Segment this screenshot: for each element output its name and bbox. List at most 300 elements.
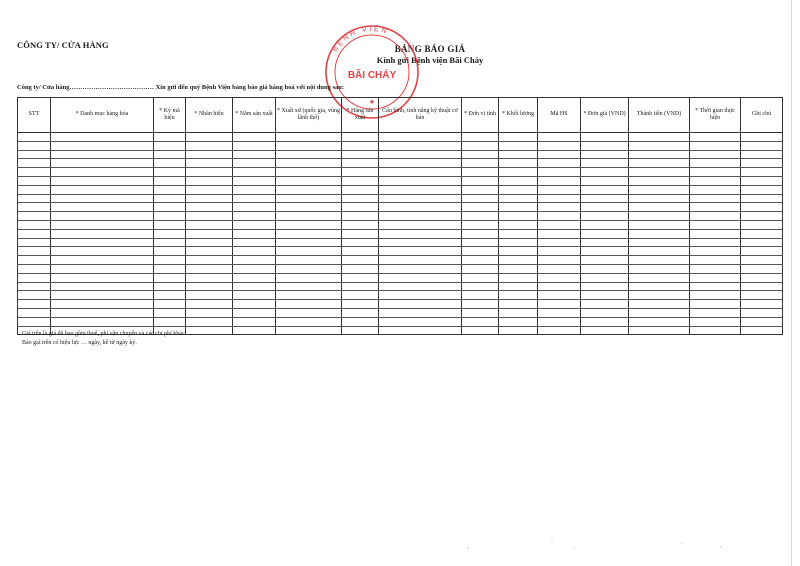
table-cell	[462, 256, 499, 265]
table-cell	[462, 238, 499, 247]
table-cell	[690, 317, 741, 326]
table-cell	[581, 159, 629, 168]
column-header: * Hãng sản xuất	[342, 98, 379, 133]
table-cell	[629, 159, 690, 168]
table-cell	[51, 238, 154, 247]
table-cell	[499, 203, 538, 212]
table-cell	[18, 150, 51, 159]
table-cell	[379, 300, 462, 309]
price-note: Giá trên là giá đã bao gồm thuế, phí vận chuyển và các chi phí khác	[22, 331, 185, 337]
table-cell	[233, 238, 276, 247]
table-cell	[18, 159, 51, 168]
table-cell	[379, 317, 462, 326]
table-cell	[51, 247, 154, 256]
table-row	[18, 194, 783, 203]
table-cell	[741, 168, 783, 177]
table-cell	[379, 238, 462, 247]
column-header: Thành tiền (VND)	[629, 98, 690, 133]
table-cell	[581, 282, 629, 291]
table-cell	[379, 203, 462, 212]
footer-notes	[22, 330, 185, 348]
table-cell	[690, 308, 741, 317]
table-cell	[462, 185, 499, 194]
table-cell	[629, 282, 690, 291]
table-cell	[18, 203, 51, 212]
table-cell	[462, 300, 499, 309]
table-cell	[276, 326, 342, 335]
table-cell	[690, 168, 741, 177]
table-cell	[741, 317, 783, 326]
table-cell	[538, 176, 581, 185]
table-cell	[629, 247, 690, 256]
table-cell	[233, 176, 276, 185]
table-cell	[538, 141, 581, 150]
table-cell	[741, 308, 783, 317]
table-cell	[18, 141, 51, 150]
table-cell	[499, 308, 538, 317]
table-cell	[499, 264, 538, 273]
table-cell	[690, 300, 741, 309]
table-cell	[51, 194, 154, 203]
table-cell	[462, 220, 499, 229]
table-cell	[233, 220, 276, 229]
company-header: CÔNG TY/ CỬA HÀNG	[17, 40, 109, 50]
table-cell	[629, 317, 690, 326]
table-cell	[690, 159, 741, 168]
table-cell	[629, 326, 690, 335]
table-cell	[379, 194, 462, 203]
table-cell	[233, 212, 276, 221]
table-cell	[690, 133, 741, 142]
table-row	[18, 229, 783, 238]
table-cell	[186, 282, 233, 291]
table-cell	[154, 238, 186, 247]
table-cell	[538, 238, 581, 247]
column-header: * Năm sản xuất	[233, 98, 276, 133]
table-cell	[629, 291, 690, 300]
table-cell	[629, 256, 690, 265]
table-cell	[741, 185, 783, 194]
table-cell	[629, 150, 690, 159]
table-cell	[276, 176, 342, 185]
table-cell	[581, 317, 629, 326]
table-cell	[154, 203, 186, 212]
table-cell	[690, 176, 741, 185]
table-cell	[154, 185, 186, 194]
table-cell	[538, 194, 581, 203]
table-row	[18, 159, 783, 168]
table-cell	[581, 291, 629, 300]
table-cell	[186, 256, 233, 265]
table-cell	[538, 212, 581, 221]
table-cell	[18, 194, 51, 203]
table-cell	[379, 141, 462, 150]
table-cell	[538, 220, 581, 229]
table-cell	[342, 220, 379, 229]
table-cell	[276, 150, 342, 159]
table-cell	[233, 282, 276, 291]
column-header: * Đơn giá (VND)	[581, 98, 629, 133]
table-cell	[741, 326, 783, 335]
table-cell	[276, 308, 342, 317]
table-cell	[186, 159, 233, 168]
table-cell	[741, 273, 783, 282]
table-cell	[690, 247, 741, 256]
table-cell	[538, 159, 581, 168]
table-cell	[51, 133, 154, 142]
table-cell	[379, 176, 462, 185]
table-cell	[581, 273, 629, 282]
table-cell	[581, 229, 629, 238]
table-cell	[379, 168, 462, 177]
table-cell	[690, 326, 741, 335]
table-cell	[342, 273, 379, 282]
table-cell	[154, 247, 186, 256]
table-cell	[51, 176, 154, 185]
table-cell	[342, 300, 379, 309]
table-row	[18, 256, 783, 265]
table-cell	[186, 317, 233, 326]
table-cell	[629, 273, 690, 282]
table-cell	[18, 168, 51, 177]
table-cell	[18, 220, 51, 229]
table-row	[18, 300, 783, 309]
table-body	[18, 133, 783, 335]
table-cell	[186, 185, 233, 194]
table-cell	[18, 238, 51, 247]
table-cell	[233, 159, 276, 168]
table-cell	[499, 282, 538, 291]
table-cell	[51, 317, 154, 326]
table-cell	[342, 150, 379, 159]
table-cell	[342, 159, 379, 168]
title-block	[340, 44, 520, 65]
table-cell	[499, 133, 538, 142]
table-cell	[629, 185, 690, 194]
table-cell	[741, 291, 783, 300]
table-cell	[154, 168, 186, 177]
column-header: Ghi chú	[741, 98, 783, 133]
table-cell	[581, 133, 629, 142]
stamp-ring-text: BỆNH VIỆN	[331, 25, 390, 54]
table-cell	[499, 256, 538, 265]
column-header: Cấu hình, tính năng kỹ thuật cơ bản	[379, 98, 462, 133]
table-cell	[233, 185, 276, 194]
table-cell	[538, 282, 581, 291]
table-cell	[51, 264, 154, 273]
table-cell	[581, 300, 629, 309]
table-cell	[690, 212, 741, 221]
table-cell	[342, 185, 379, 194]
column-header: * Danh mục hàng hóa	[51, 98, 154, 133]
table-cell	[18, 317, 51, 326]
table-cell	[581, 220, 629, 229]
table-row	[18, 238, 783, 247]
table-cell	[51, 256, 154, 265]
table-cell	[276, 256, 342, 265]
table-cell	[379, 264, 462, 273]
table-cell	[233, 168, 276, 177]
table-cell	[18, 256, 51, 265]
table-cell	[690, 229, 741, 238]
table-cell	[538, 229, 581, 238]
table-cell	[629, 220, 690, 229]
table-cell	[186, 247, 233, 256]
table-cell	[154, 194, 186, 203]
table-cell	[276, 317, 342, 326]
quotation-table	[17, 97, 783, 335]
table-cell	[342, 141, 379, 150]
table-cell	[629, 212, 690, 221]
table-cell	[233, 141, 276, 150]
table-cell	[379, 247, 462, 256]
table-row	[18, 220, 783, 229]
table-cell	[690, 238, 741, 247]
table-cell	[154, 273, 186, 282]
table-cell	[499, 238, 538, 247]
table-cell	[629, 168, 690, 177]
table-cell	[499, 194, 538, 203]
table-cell	[342, 256, 379, 265]
table-cell	[154, 212, 186, 221]
table-cell	[629, 141, 690, 150]
table-cell	[741, 282, 783, 291]
table-cell	[18, 247, 51, 256]
table-cell	[186, 168, 233, 177]
table-cell	[18, 308, 51, 317]
table-cell	[379, 229, 462, 238]
table-cell	[186, 212, 233, 221]
table-cell	[379, 273, 462, 282]
table-cell	[462, 159, 499, 168]
column-header: * Thời gian thực hiện	[690, 98, 741, 133]
table-cell	[233, 291, 276, 300]
table-cell	[499, 317, 538, 326]
table-row	[18, 282, 783, 291]
table-cell	[499, 168, 538, 177]
table-cell	[538, 317, 581, 326]
table-cell	[186, 176, 233, 185]
table-cell	[342, 291, 379, 300]
column-header: * Khối lượng	[499, 98, 538, 133]
validity-note: Báo giá trên có hiệu lực … ngày, kể từ ngày ký.	[22, 340, 137, 346]
table-cell	[51, 229, 154, 238]
table-cell	[499, 159, 538, 168]
column-header: STT	[18, 98, 51, 133]
table-cell	[538, 291, 581, 300]
table-cell	[629, 176, 690, 185]
table-cell	[186, 194, 233, 203]
table-cell	[741, 203, 783, 212]
table-cell	[276, 194, 342, 203]
table-cell	[581, 203, 629, 212]
table-cell	[276, 247, 342, 256]
table-cell	[499, 273, 538, 282]
table-cell	[51, 308, 154, 317]
table-cell	[186, 133, 233, 142]
column-header: * Ký mã hiệu	[154, 98, 186, 133]
table-row	[18, 317, 783, 326]
table-cell	[51, 141, 154, 150]
table-cell	[51, 220, 154, 229]
table-cell	[186, 291, 233, 300]
table-cell	[741, 133, 783, 142]
table-row	[18, 264, 783, 273]
table-cell	[18, 264, 51, 273]
table-cell	[538, 326, 581, 335]
table-cell	[538, 203, 581, 212]
table-cell	[629, 238, 690, 247]
table-cell	[741, 159, 783, 168]
table-cell	[629, 133, 690, 142]
stamp-star-icon: ★	[368, 98, 376, 106]
table-cell	[690, 282, 741, 291]
table-cell	[51, 150, 154, 159]
table-cell	[462, 326, 499, 335]
table-cell	[629, 203, 690, 212]
table-cell	[154, 133, 186, 142]
table-cell	[276, 203, 342, 212]
table-cell	[538, 247, 581, 256]
table-cell	[276, 291, 342, 300]
table-cell	[690, 150, 741, 159]
table-cell	[462, 203, 499, 212]
table-cell	[741, 176, 783, 185]
table-cell	[276, 141, 342, 150]
table-cell	[741, 238, 783, 247]
table-cell	[690, 264, 741, 273]
table-cell	[690, 141, 741, 150]
table-cell	[741, 300, 783, 309]
table-cell	[276, 264, 342, 273]
table-cell	[18, 133, 51, 142]
table-cell	[581, 212, 629, 221]
table-cell	[741, 247, 783, 256]
table-cell	[379, 308, 462, 317]
table-row	[18, 247, 783, 256]
table-cell	[186, 326, 233, 335]
table-cell	[18, 273, 51, 282]
table-cell	[499, 212, 538, 221]
table-cell	[233, 264, 276, 273]
table-cell	[342, 212, 379, 221]
table-cell	[154, 256, 186, 265]
table-cell	[276, 282, 342, 291]
table-cell	[154, 282, 186, 291]
table-row	[18, 176, 783, 185]
table-cell	[581, 185, 629, 194]
table-cell	[499, 220, 538, 229]
table-cell	[18, 229, 51, 238]
table-row	[18, 291, 783, 300]
document-title: BẢNG BÁO GIÁ	[394, 44, 466, 54]
table-cell	[741, 256, 783, 265]
table-cell	[462, 317, 499, 326]
table-cell	[186, 203, 233, 212]
table-cell	[629, 308, 690, 317]
table-cell	[342, 282, 379, 291]
column-header: Mã HS	[538, 98, 581, 133]
table-header-row	[18, 98, 783, 133]
table-cell	[379, 185, 462, 194]
table-cell	[462, 194, 499, 203]
table-cell	[538, 150, 581, 159]
table-cell	[379, 282, 462, 291]
table-cell	[690, 185, 741, 194]
table-cell	[690, 256, 741, 265]
table-row	[18, 273, 783, 282]
table-cell	[462, 141, 499, 150]
table-row	[18, 141, 783, 150]
column-header: * Nhãn hiệu	[186, 98, 233, 133]
table-cell	[18, 291, 51, 300]
table-cell	[499, 185, 538, 194]
table-cell	[233, 150, 276, 159]
table-cell	[233, 326, 276, 335]
table-cell	[342, 264, 379, 273]
table-cell	[233, 229, 276, 238]
table-cell	[690, 273, 741, 282]
table-cell	[233, 247, 276, 256]
table-cell	[233, 133, 276, 142]
table-cell	[233, 273, 276, 282]
table-cell	[581, 308, 629, 317]
stamp-center-text: BÃI CHÁY	[347, 70, 397, 81]
table-cell	[276, 273, 342, 282]
table-cell	[499, 141, 538, 150]
table-cell	[154, 264, 186, 273]
table-cell	[690, 194, 741, 203]
table-cell	[276, 159, 342, 168]
table-cell	[499, 247, 538, 256]
table-cell	[154, 159, 186, 168]
table-cell	[581, 264, 629, 273]
table-cell	[186, 238, 233, 247]
table-cell	[51, 159, 154, 168]
table-cell	[462, 150, 499, 159]
table-row	[18, 185, 783, 194]
table-row	[18, 212, 783, 221]
table-cell	[741, 220, 783, 229]
table-cell	[690, 203, 741, 212]
table-cell	[379, 159, 462, 168]
table-cell	[379, 326, 462, 335]
table-cell	[186, 273, 233, 282]
table-row	[18, 168, 783, 177]
table-cell	[276, 133, 342, 142]
table-cell	[342, 203, 379, 212]
table-cell	[379, 220, 462, 229]
table-cell	[462, 291, 499, 300]
table-cell	[538, 264, 581, 273]
table-cell	[276, 229, 342, 238]
table-cell	[538, 273, 581, 282]
table-cell	[741, 150, 783, 159]
table-cell	[186, 264, 233, 273]
table-cell	[581, 326, 629, 335]
table-cell	[462, 212, 499, 221]
table-cell	[462, 282, 499, 291]
table-cell	[233, 194, 276, 203]
table-cell	[342, 247, 379, 256]
table-cell	[276, 238, 342, 247]
table-cell	[462, 176, 499, 185]
table-cell	[538, 133, 581, 142]
table-cell	[233, 203, 276, 212]
table-cell	[233, 256, 276, 265]
table-cell	[51, 212, 154, 221]
table-cell	[499, 150, 538, 159]
